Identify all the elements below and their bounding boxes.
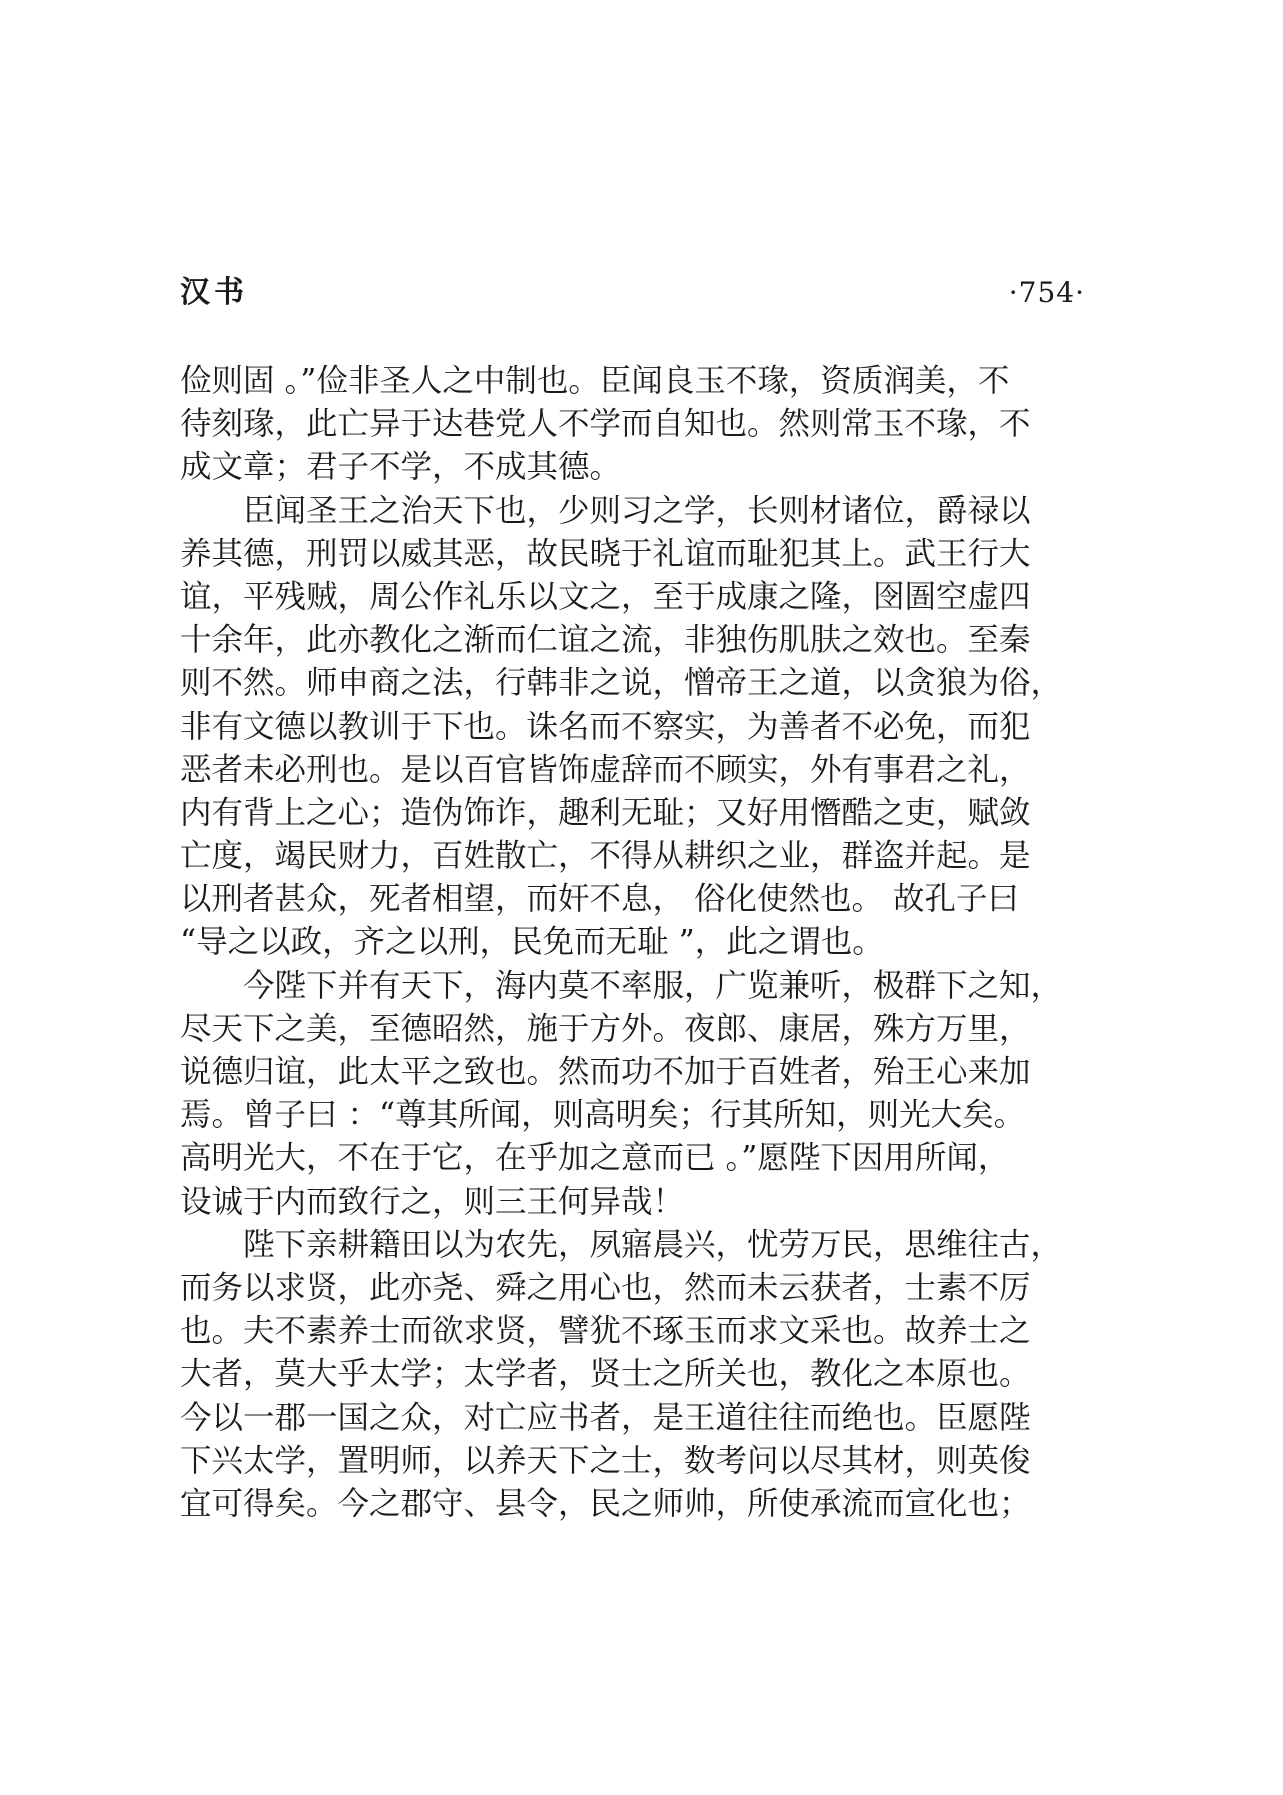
text-line: 成文章；君子不学，不成其德。: [180, 449, 622, 486]
page-header: [180, 268, 1085, 318]
text-line: 陛下亲耕籍田以为农先，夙寤晨兴，忧劳万民，思维往古，: [180, 1226, 1063, 1263]
text-line: 下兴太学，置明师，以养天下之士，数考问以尽其材，则英俊: [180, 1442, 1031, 1479]
text-line: 非有文德以教训于下也。诛名而不察实，为善者不必免，而犯: [180, 708, 1031, 745]
text-line: 大者，莫大乎太学；太学者，贤士之所关也，教化之本原也。: [180, 1356, 1031, 1393]
text-line: 也。夫不素养士而欲求贤，譬犹不琢玉而求文采也。故养士之: [180, 1313, 1031, 1350]
text-line: 而务以求贤，此亦尧、舜之用心也，然而未云获者，士素不厉: [180, 1269, 1031, 1306]
text-line: 内有背上之心；造伪饰诈，趣利无耻；又好用憯酷之吏，赋敛: [180, 794, 1031, 831]
text-line: 臣闻圣王之治天下也，少则习之学，长则材诸位，爵禄以: [180, 492, 1031, 529]
text-line: 十余年，此亦教化之渐而仁谊之流，非独伤肌肤之效也。至秦: [180, 622, 1031, 659]
book-title: 汉书: [180, 275, 248, 310]
text-line: 焉。曾子曰 ：“尊其所闻，则高明矣；行其所知，则光大矣。: [180, 1097, 1026, 1134]
text-line: 则不然。师申商之法，行韩非之说，憎帝王之道，以贪狼为俗，: [180, 665, 1063, 702]
text-line: 今以一郡一国之众，对亡应书者，是王道往往而绝也。臣愿陛: [180, 1399, 1031, 1436]
body-text: [180, 360, 1080, 1526]
text-line: 今陛下并有天下，海内莫不率服，广览兼听，极群下之知，: [180, 967, 1063, 1004]
text-line: 以刑者甚众，死者相望，而奸不息， 俗化使然也。 故孔子曰: [180, 881, 1020, 918]
text-line: 高明光大，不在于它，在乎加之意而已 。”愿陛下因用所闻，: [180, 1140, 1010, 1177]
text-line: 恶者未必刑也。是以百官皆饰虚辞而不顾实，外有事君之礼，: [180, 751, 1031, 788]
text-line: “导之以政，齐之以刑，民免而无耻 ”，此之谓也。: [180, 924, 884, 961]
text-line: 说德归谊，此太平之致也。然而功不加于百姓者，殆王心来加: [180, 1054, 1031, 1090]
text-line: 养其德，刑罚以威其恶，故民晓于礼谊而耻犯其上。武王行大: [180, 535, 1031, 572]
text-line: 设诚于内而致行之，则三王何异哉！: [180, 1183, 685, 1220]
text-line: 宜可得矣。今之郡守、县令，民之师帅，所使承流而宣化也；: [180, 1485, 1031, 1522]
text-line: 待刻瑑，此亡异于达巷党人不学而自知也。然则常玉不瑑，不: [180, 406, 1031, 443]
text-line: 亡度，竭民财力，百姓散亡，不得从耕织之业，群盗并起。是: [180, 838, 1031, 875]
text-line: 谊，平残贼，周公作礼乐以文之，至于成康之隆，囹圄空虚四: [180, 578, 1031, 615]
text-line: 尽天下之美，至德昭然，施于方外。夜郎、康居，殊方万里，: [180, 1010, 1031, 1047]
text-line: 俭则固 。”俭非圣人之中制也。臣闻良玉不瑑，资质润美，不: [180, 363, 1010, 399]
page-number: ·754·: [1008, 276, 1085, 309]
